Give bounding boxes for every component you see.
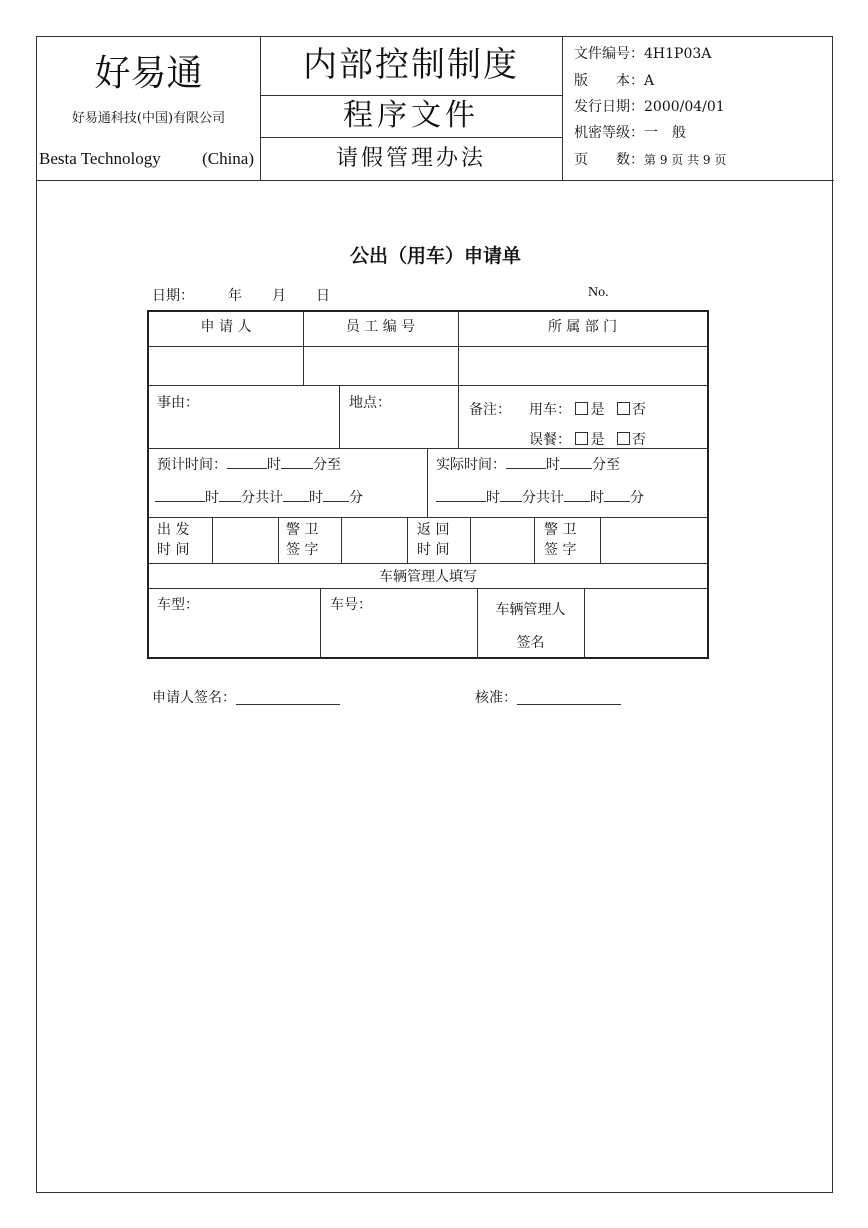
brand-logo: 好易通 [94, 53, 203, 94]
application-form-table [147, 310, 709, 659]
use-car-no-checkbox[interactable] [617, 402, 630, 415]
doc-version: 版 本：A [574, 73, 655, 89]
header-applicant: 申 请 人 [200, 319, 252, 335]
meal-no-checkbox[interactable] [617, 432, 630, 445]
document-page [36, 36, 833, 1193]
planned-time-line2: 时 分共计 时 分 [155, 487, 363, 507]
use-car-yes-checkbox[interactable] [575, 402, 588, 415]
guard-sign-label-2: 警 卫 签 字 [544, 522, 577, 558]
approval-signature-line[interactable] [517, 690, 621, 705]
guard-sign-label-1: 警 卫 签 字 [286, 522, 319, 558]
document-header [37, 37, 834, 181]
applicant-signature: 申请人签名： [152, 687, 340, 707]
form-title: 公出（用车）申请单 [349, 245, 521, 267]
meal-option: 误餐： 是 否 [529, 432, 646, 448]
page-count: 页 数：第 9 页 共 9 页 [574, 152, 727, 168]
header-department: 所 属 部 门 [547, 319, 618, 335]
company-name-cn: 好易通科技(中国)有限公司 [71, 111, 226, 126]
applicant-field[interactable] [149, 346, 303, 385]
car-number-label: 车号： [330, 597, 372, 613]
title-block [260, 37, 563, 180]
company-name-en: Besta Technology (China) [39, 149, 254, 168]
employee-no-field[interactable] [303, 346, 458, 385]
doc-title: 内部控制制度 [260, 37, 562, 96]
remark-label: 备注： [469, 402, 511, 418]
applicant-signature-line[interactable] [236, 690, 340, 705]
reason-label: 事由： [157, 395, 199, 411]
depart-time-label: 出 发 时 间 [157, 522, 190, 558]
issue-date: 发行日期：2000/04/01 [574, 99, 725, 115]
use-car-option: 用车： 是 否 [529, 402, 646, 418]
doc-subject: 请假管理办法 [335, 146, 486, 171]
place-label: 地点： [349, 395, 391, 411]
company-block [37, 37, 261, 180]
actual-time-line1: 实际时间： 时 分至 [436, 454, 620, 474]
form-date: 日期： 年 月 日 [152, 288, 330, 304]
doc-type: 程序文件 [260, 95, 562, 138]
header-employee-no: 员 工 编 号 [345, 319, 416, 335]
secrecy-level: 机密等级：一 般 [574, 125, 686, 141]
form-number-label: No. [588, 285, 609, 300]
department-field[interactable] [458, 346, 707, 385]
vehicle-section-header: 车辆管理人填写 [379, 569, 477, 585]
doc-number: 文件编号：4H1P03A [574, 46, 712, 62]
car-type-label: 车型： [157, 597, 199, 613]
planned-time-line1: 预计时间： 时 分至 [157, 454, 341, 474]
vehicle-manager-sign-label: 车辆管理人 签名 [495, 602, 566, 651]
approval-signature: 核准： [475, 687, 621, 707]
meal-yes-checkbox[interactable] [575, 432, 588, 445]
return-time-label: 返 回 时 间 [417, 522, 450, 558]
actual-time-line2: 时 分共计 时 分 [436, 487, 644, 507]
doc-meta-block [562, 37, 834, 180]
